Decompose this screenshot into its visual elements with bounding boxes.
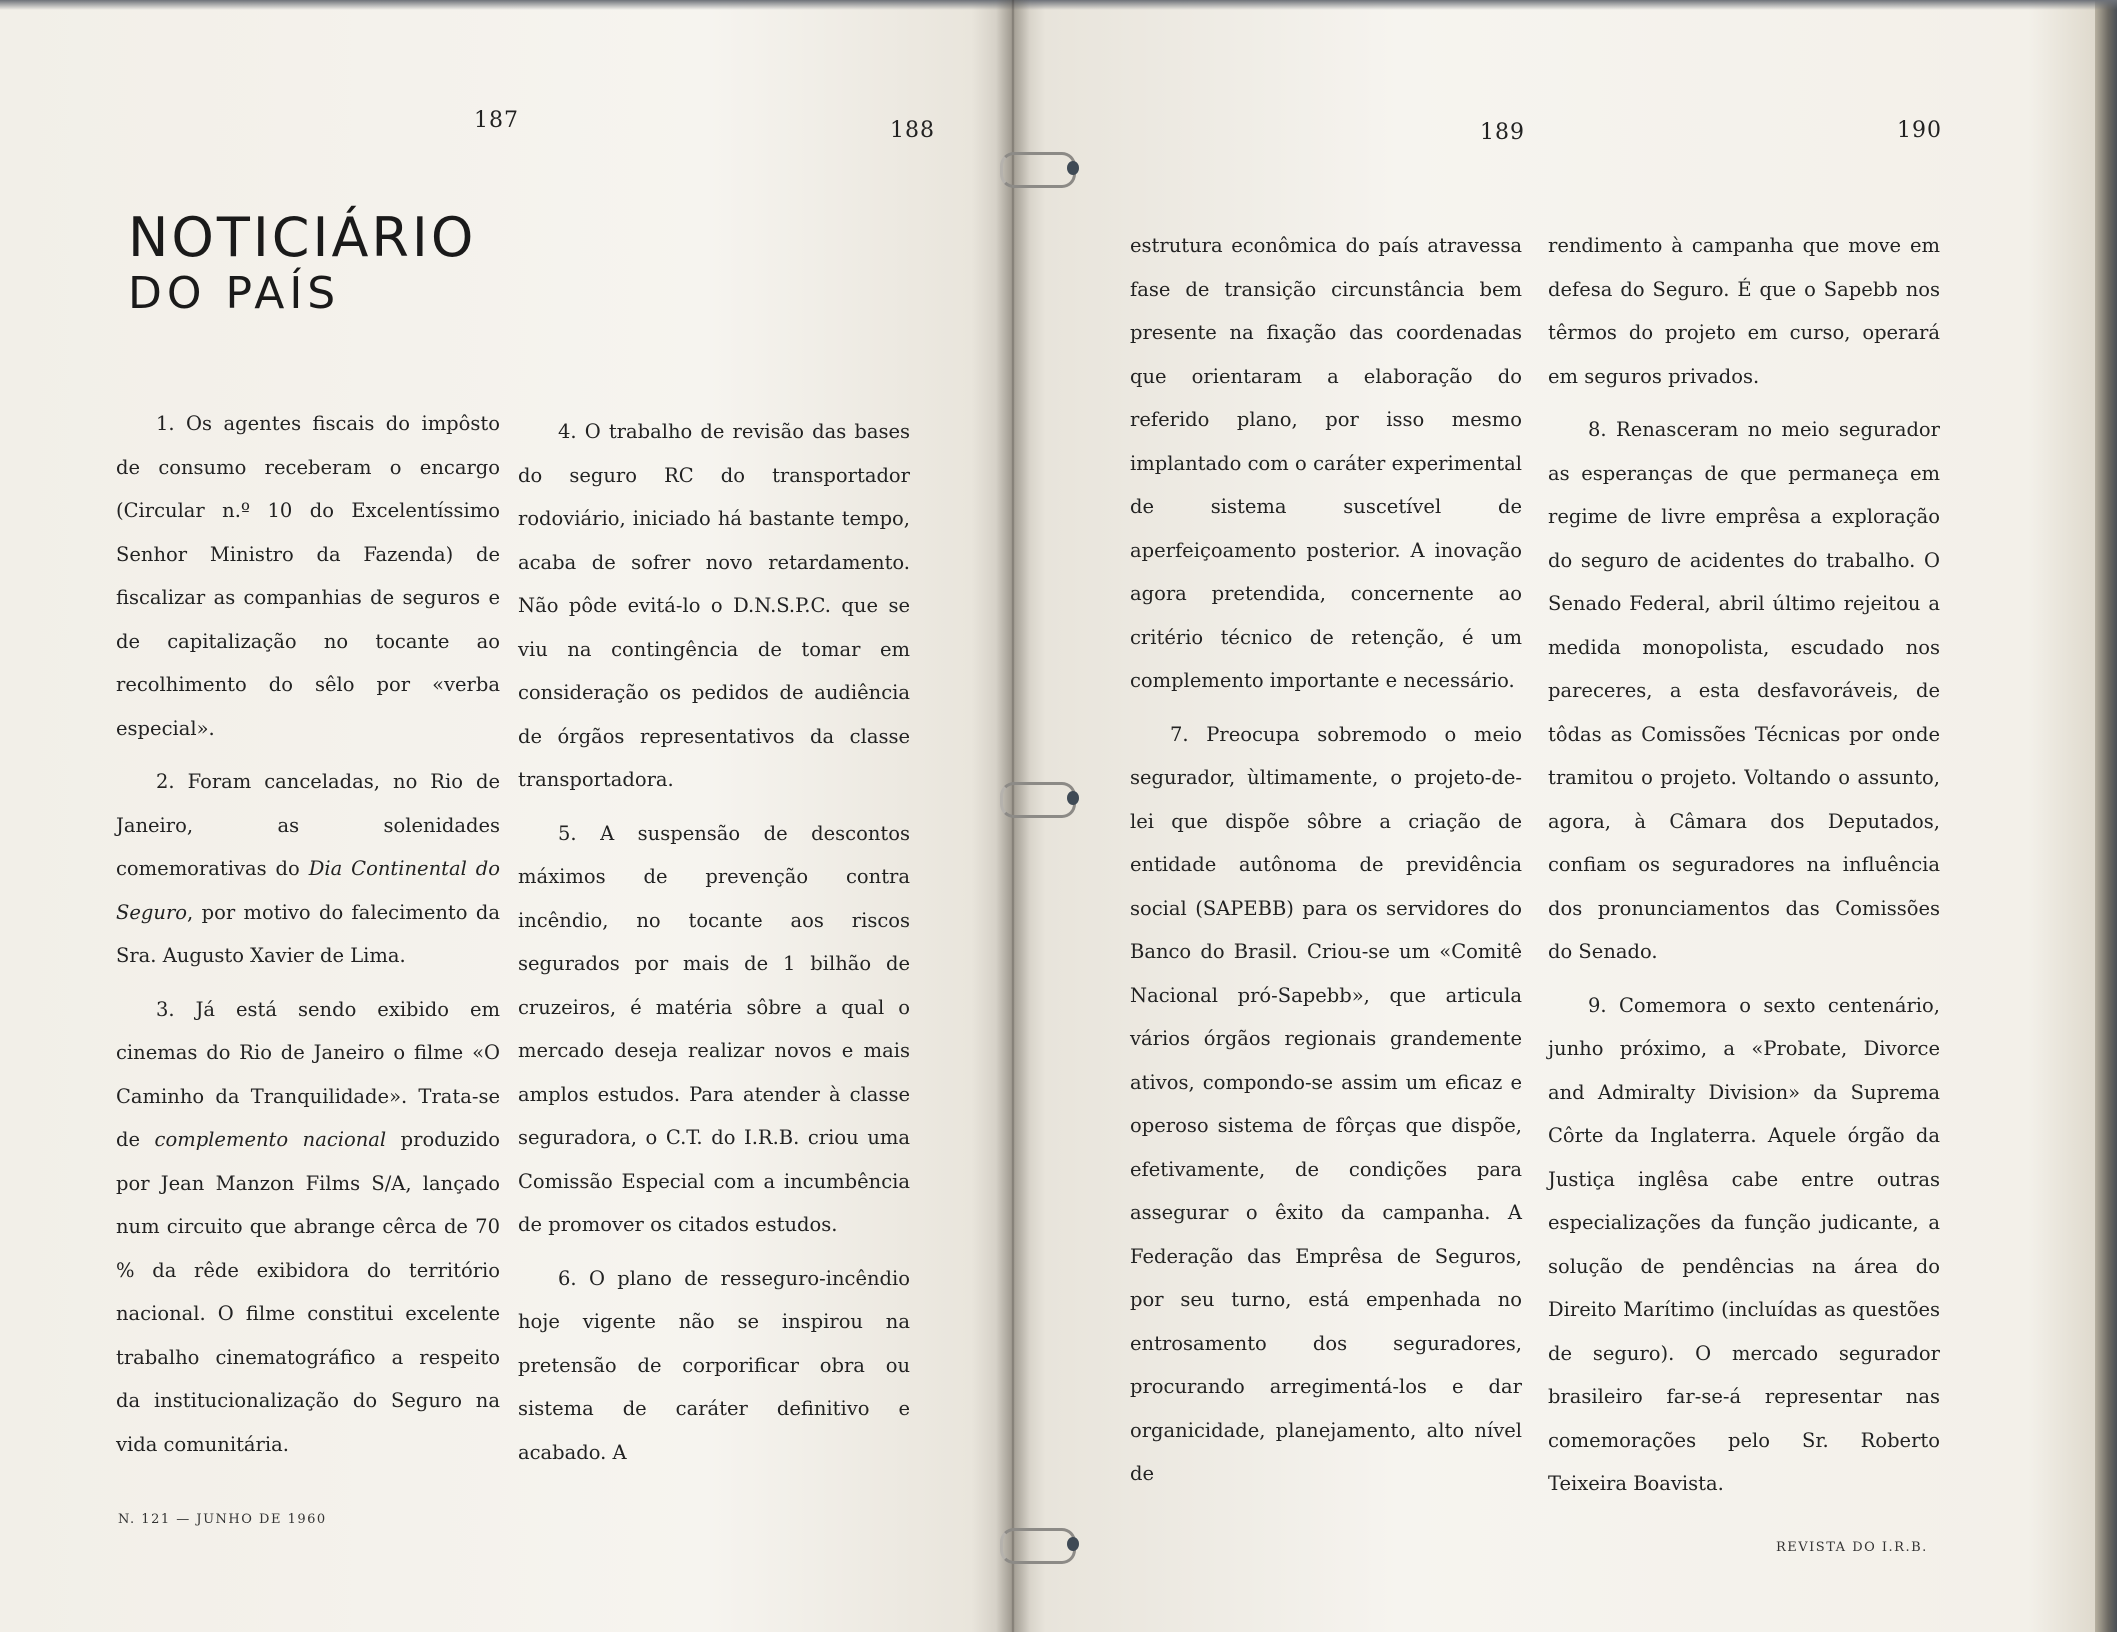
section-subtitle: DO PAÍS (128, 268, 341, 319)
binding-thread-icon (1000, 782, 1076, 818)
footer-issue: N. 121 — JUNHO DE 1960 (118, 1512, 327, 1527)
paragraph-6: 6. O plano de resseguro-incêndio hoje vigente não se inspirou na pretensão de corporificar obra ou sistema de caráter definitivo e acabado. A (518, 1266, 910, 1464)
text-column-3 (1130, 224, 1522, 1506)
paragraph-5: 5. A suspensão de descontos máximos de prevenção contra incêndio, no tocante aos riscos segurados por mais de 1 bilhão de cruzeiros, é matéria sôbre a qual o mercado deseja realizar novos e mais amplos estudos. Para atender à classe seguradora, o C.T. do I.R.B. criou uma Comissão Especial com a incumbência de promover os citados estudos. (518, 821, 910, 1236)
binding-shadow-top (0, 0, 2117, 10)
page-number-187: 187 (474, 108, 519, 133)
italic-text: complemento nacional (154, 1128, 387, 1151)
binding-thread-icon (1000, 152, 1076, 188)
paragraph-3: 3. Já está sendo exibido em cinemas do Rio de Janeiro o filme «O Caminho da Tranquilidade». Trata-se de complemento nacional produzido por Jean Manzon Films S/A, lançado num circuito que abrange cêrca de 70 % da rêde exibidora do território nacional. O filme constitui excelente trabalho cinematográfico a respeito da institucionalização do Seguro na vida comunitária. (116, 997, 500, 1456)
section-title: NOTICIÁRIO (128, 206, 477, 269)
binding-thread-icon (1000, 1528, 1076, 1564)
paragraph-8: 8. Renasceram no meio segurador as esperanças de que permaneça em regime de livre emprêsa a exploração do seguro de acidentes do trabalho. O Senado Federal, abril último rejeitou a medida monopolista, escudado nos pareceres, a esta desfavoráveis, de tôdas as Comissões Técnicas por onde tramitou o projeto. Voltando o assunto, agora, à Câmara dos Deputados, confiam os seguradores na influência dos pronunciamentos das Comissões do Senado. (1548, 418, 1940, 963)
paragraph-1: 1. Os agentes fiscais do impôsto de consumo receberam o encargo (Circular n.º 10 do Excelentíssimo Senhor Ministro da Fazenda) de fiscalizar as companhias de seguros e de capitalização no tocante ao recolhimento do sêlo por «verba especial». (116, 412, 500, 740)
italic-text: Dia Continental do Seguro (116, 857, 501, 924)
paragraph-2: 2. Foram canceladas, no Rio de Janeiro, as solenidades comemorativas do Dia Continental do Seguro, por motivo do falecimento da Sra. Augusto Xavier de Lima. (116, 770, 501, 967)
paragraph-4: 4. O trabalho de revisão das bases do seguro RC do transportador rodoviário, iniciado há bastante tempo, acaba de sofrer novo retardamento. Não pôde evitá-lo o D.N.S.P.C. que se viu na contingência de tomar em consideração os pedidos de audiência de órgãos representativos da classe transportadora. (518, 420, 910, 791)
paragraph-7: 7. Preocupa sobremodo o meio segurador, ùltimamente, o projeto-de-lei que dispõe sôbre a criação de entidade autônoma de previdência social (SAPEBB) para os servidores do Banco do Brasil. Criou-se um «Comitê Nacional pró-Sapebb», que articula vários órgãos regionais grandemente ativos, compondo-se assim um eficaz e operoso sistema de fôrças que dispõe, efetivamente, de condições para assegurar o êxito da campanha. A Federação das Emprêsa de Seguros, por seu turno, está empenhada no entrosamento dos seguradores, procurando arregimentá-los e dar organicidade, planejamento, alto nível de (1130, 722, 1522, 1485)
paragraph-9: 9. Comemora o sexto centenário, junho próximo, a «Probate, Divorce and Admiralty Division» da Suprema Côrte da Inglaterra. Aquele órgão da Justiça inglêsa cabe entre outras especializações da função judicante, a solução de pendências na área do Direito Marítimo (incluídas as questões de seguro). O mercado segurador brasileiro far-se-á representar nas comemorações pelo Sr. Roberto Teixeira Boavista. (1548, 993, 1940, 1495)
text-column-1 (116, 402, 500, 1476)
paragraph-6-continued: estrutura econômica do país atravessa fase de transição circunstância bem presente na fixação das coordenadas que orientaram a elaboração do referido plano, por isso mesmo implantado com o caráter experimental de sistema suscetível de aperfeiçoamento posterior. A inovação agora pretendida, concernente ao critério técnico de retenção, é um complemento importante e necessário. (1130, 234, 1522, 692)
page-edge (2095, 0, 2117, 1632)
text-column-4 (1548, 224, 1940, 1516)
page-number-190: 190 (1897, 118, 1942, 143)
page-number-189: 189 (1480, 120, 1525, 145)
paragraph-7-continued: rendimento à campanha que move em defesa do Seguro. É que o Sapebb nos têrmos do projeto em curso, operará em seguros privados. (1548, 234, 1940, 388)
footer-journal: REVISTA DO I.R.B. (1776, 1540, 1928, 1555)
text-column-2 (518, 410, 910, 1484)
page-number-188: 188 (890, 118, 935, 143)
